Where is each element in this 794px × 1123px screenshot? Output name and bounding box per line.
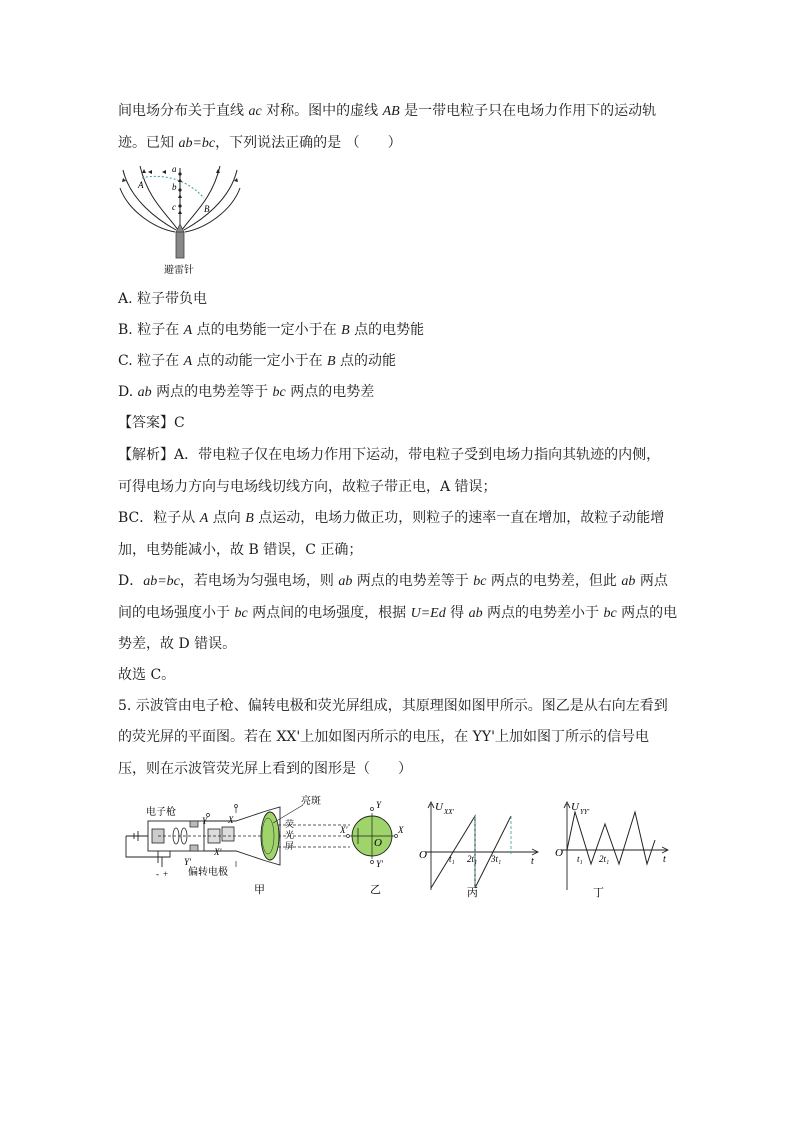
lightning-rod-caption: 避雷针: [164, 265, 194, 276]
svg-text:Y: Y: [376, 800, 382, 810]
answer-value: C: [174, 415, 185, 431]
caption-bing: 丙: [467, 887, 478, 899]
svg-text:Y: Y: [202, 816, 208, 826]
svg-text:U: U: [435, 801, 443, 813]
svg-text:2t₁: 2t₁: [599, 854, 610, 864]
option-c: C. 粒子在 A 点的动能一定小于在 B 点的动能: [118, 353, 397, 369]
svg-text:3t₁: 3t₁: [491, 854, 502, 864]
lightning-rod-figure: [118, 160, 248, 280]
caption-yi: 乙: [370, 884, 381, 896]
svg-text:X': X': [214, 847, 222, 857]
q4-stem-line-1: 间电场分布关于直线 ac 对称。图中的虚线 AB 是一带电粒子只在电场力作用下的运动轨: [118, 103, 657, 119]
svg-text:t₁: t₁: [577, 854, 583, 864]
svg-text:O: O: [374, 837, 382, 849]
label-b: b: [172, 182, 177, 192]
caption-jia: 甲: [254, 884, 265, 896]
option-d: D. ab 两点的电势差等于 bc 两点的电势差: [118, 384, 375, 400]
analysis-line-8: 故选 C。: [118, 667, 176, 683]
option-b: B. 粒子在 A 点的电势能一定小于在 B 点的电势能: [118, 322, 425, 338]
answer-tag: 【答案】: [118, 415, 174, 431]
svg-text:荧: 荧: [285, 819, 295, 829]
analysis-line-2: 可得电场力方向与电场线切线方向，故粒子带正电，A 错误；: [118, 479, 497, 495]
svg-text:X: X: [398, 825, 404, 835]
caption-ding: 丁: [593, 887, 604, 899]
svg-text:屏: 屏: [285, 841, 295, 851]
label-a: a: [172, 164, 177, 174]
svg-text:XX': XX': [444, 808, 455, 816]
analysis-line-1: 【解析】A．带电粒子仅在电场力作用下运动，带电粒子受到电场力指向其轨迹的内侧，: [118, 447, 661, 463]
label-electron-gun: 电子枪: [146, 807, 176, 818]
option-a: A. 粒子带负电: [118, 291, 208, 307]
analysis-line-5: D．ab=bc，若电场为匀强电场，则 ab 两点的电势差等于 bc 两点的电势差，但此 ab 两点: [118, 573, 668, 589]
fig-ding-uyy-graph: [555, 800, 675, 900]
svg-text:X': X': [340, 825, 348, 835]
svg-text:-: -: [156, 869, 159, 879]
svg-text:O: O: [419, 849, 427, 861]
q5-stem-line-1: 5. 示波管由电子枪、偏转电极和荧光屏组成，其原理图如图甲所示。图乙是从右向左看到: [118, 698, 668, 714]
svg-text:O: O: [555, 847, 563, 859]
svg-text:t₁: t₁: [449, 854, 455, 864]
q5-stem-line-2: 的荧光屏的平面图。若在 XX'上加如图丙所示的电压，在 YY'上加如图丁所示的信号电: [118, 729, 650, 745]
label-A: A: [138, 180, 144, 190]
q4-stem-line-2: 迹。已知 ab=bc，下列说法正确的是 （ ）: [118, 135, 402, 151]
svg-text:+: +: [163, 869, 169, 879]
svg-text:2t₁: 2t₁: [467, 854, 478, 864]
fig-bing-uxx-graph: [415, 800, 545, 900]
label-bright-spot: 亮斑: [301, 796, 321, 807]
svg-text:YY': YY': [580, 808, 590, 816]
svg-text:t: t: [663, 854, 666, 865]
analysis-line-6: 间的电场强度小于 bc 两点间的电场强度，根据 U=Ed 得 ab 两点的电势差小于 bc 两点的电: [118, 605, 678, 621]
svg-text:X: X: [228, 815, 234, 825]
svg-text:t: t: [531, 856, 534, 867]
svg-text:Y': Y': [376, 859, 383, 869]
svg-text:光: 光: [285, 830, 295, 840]
analysis-tag: 【解析】: [118, 447, 174, 463]
svg-text:U: U: [571, 801, 579, 813]
analysis-line-4: 加，电势能减小，故 B 错误，C 正确；: [118, 542, 363, 558]
fig-yi-screen-view: [340, 795, 410, 900]
svg-text:Y': Y': [184, 857, 191, 867]
analysis-line-7: 势差，故 D 错误。: [118, 636, 237, 652]
label-deflector: 偏转电极: [188, 867, 228, 878]
analysis-line-3: BC．粒子从 A 点向 B 点运动，电场力做正功，则粒子的速率一直在增加，故粒子动能增: [118, 510, 665, 526]
label-B: B: [204, 204, 210, 214]
answer-line: [118, 413, 185, 433]
label-c: c: [172, 202, 176, 212]
q5-stem-line-3: 压，则在示波管荧光屏上看到的图形是（ ）: [118, 761, 412, 777]
